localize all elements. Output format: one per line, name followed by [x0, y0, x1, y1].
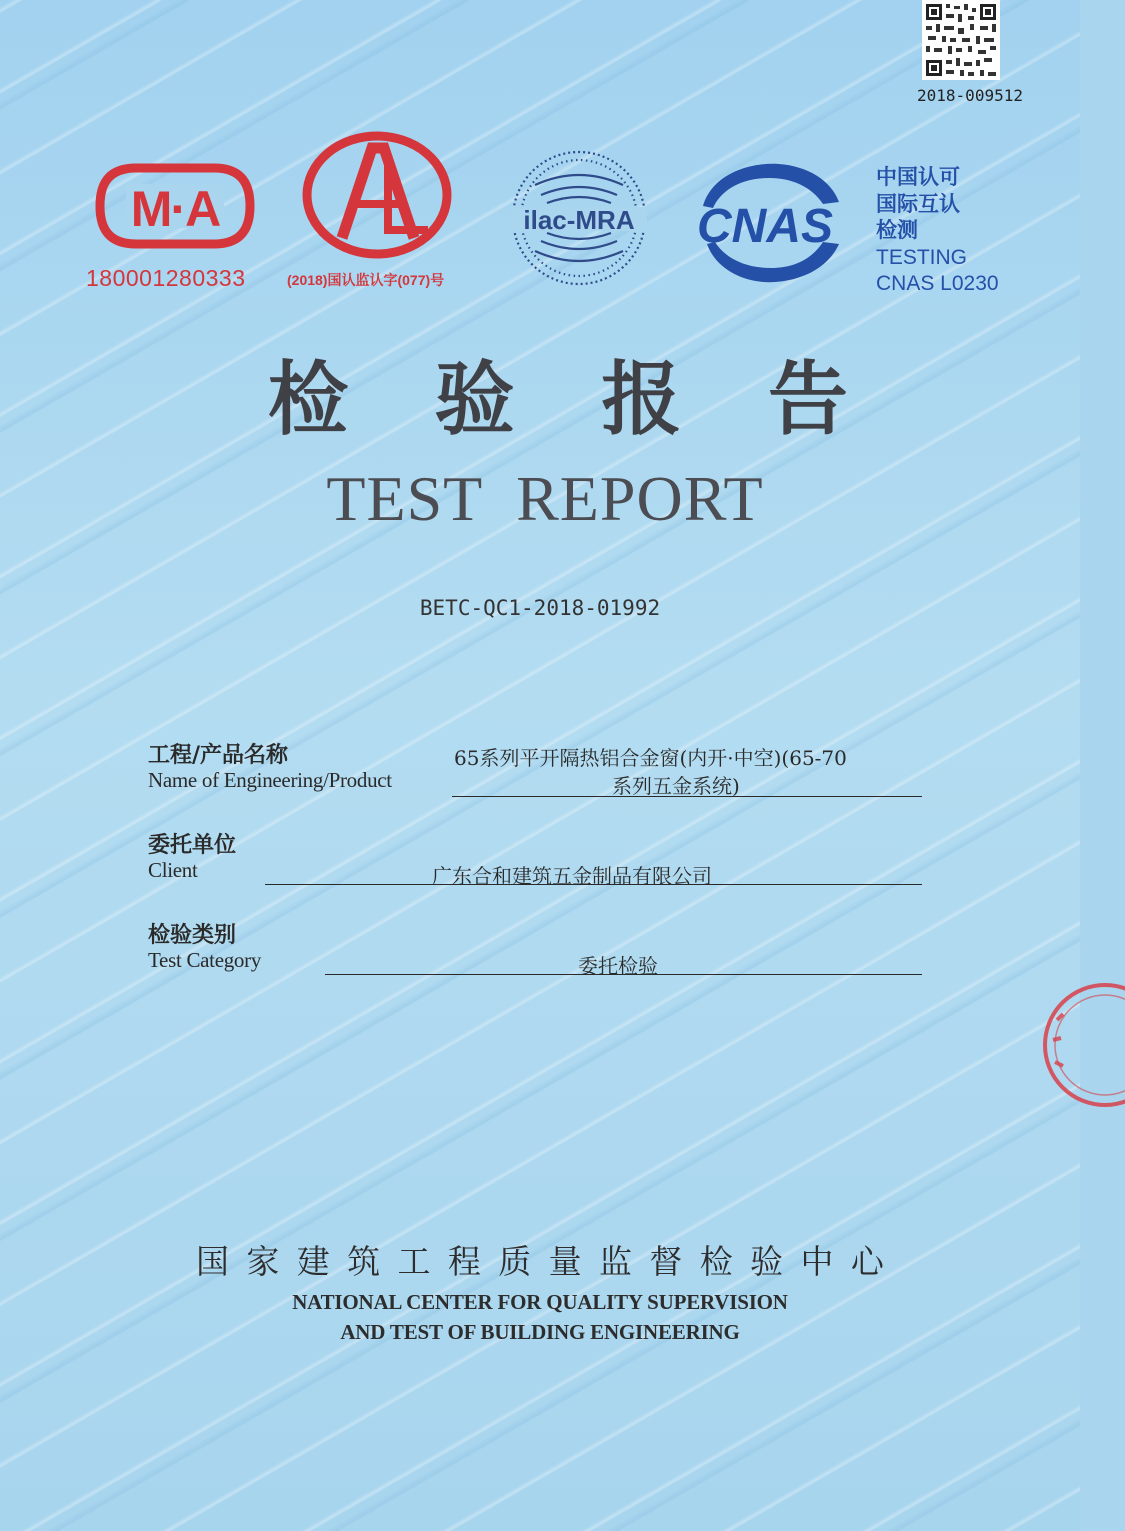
- client-underline: [265, 884, 922, 885]
- cal-certificate-code: (2018)国认监认字(077)号: [287, 272, 445, 288]
- product-underline: [452, 796, 922, 797]
- svg-text:CNAS: CNAS: [696, 200, 834, 253]
- category-underline: [325, 974, 922, 975]
- client-value: 广东合和建筑五金制品有限公司: [432, 864, 712, 888]
- report-serial-number: 2018-009512: [917, 86, 1023, 105]
- product-label-cn: 工程/产品名称: [148, 742, 289, 768]
- title-char: 报: [601, 353, 682, 446]
- issuer-name-english-line-1: NATIONAL CENTER FOR QUALITY SUPERVISION: [292, 1290, 788, 1314]
- issuer-name-english-line-2: AND TEST OF BUILDING ENGINEERING: [340, 1320, 740, 1344]
- cnas-line-1: 中国认可: [876, 166, 960, 189]
- cal-logo-icon: [300, 130, 455, 260]
- title-english: TEST REPORT: [326, 463, 764, 534]
- title-chinese: [268, 335, 848, 450]
- cnas-line-2: 国际互认: [876, 192, 960, 216]
- cma-certificate-code: 180001280333: [86, 265, 246, 291]
- svg-text:CMA: CMA: [173, 260, 177, 261]
- title-char: 告: [767, 353, 848, 446]
- issuer-name-chinese: 国 家 建 筑 工 程 质 量 监 督 检 验 中 心: [196, 1242, 884, 1281]
- ilac-mra-logo-icon: [505, 145, 653, 291]
- svg-text:M·A: M·A: [130, 181, 220, 237]
- svg-text:ilac-MRA: ilac-MRA: [523, 205, 635, 235]
- title-char: 验: [434, 353, 515, 446]
- cnas-line-4: TESTING: [876, 245, 968, 269]
- client-label-en: Client: [148, 858, 198, 882]
- cma-logo-icon: [96, 160, 254, 261]
- cnas-line-3: 检测: [876, 219, 918, 242]
- product-value-line-2: 系列五金系统): [612, 774, 740, 798]
- title-char: 检: [268, 353, 348, 446]
- category-value: 委托检验: [578, 954, 658, 978]
- cnas-accreditation-text: [876, 165, 999, 298]
- report-code: BETC-QC1-2018-01992: [419, 596, 661, 620]
- red-seal-stamp-icon: [1035, 980, 1125, 1110]
- qr-code-icon: [922, 0, 1000, 80]
- product-value-line-1: 65系列平开隔热铝合金窗(内开·中空)(65-70: [454, 746, 847, 770]
- category-label-cn: 检验类别: [148, 922, 237, 948]
- cnas-line-5: CNAS L0230: [876, 272, 999, 295]
- category-label-en: Test Category: [148, 948, 262, 972]
- cnas-logo-icon: [683, 158, 848, 288]
- product-label-en: Name of Engineering/Product: [148, 768, 392, 792]
- client-label-cn: 委托单位: [148, 832, 237, 858]
